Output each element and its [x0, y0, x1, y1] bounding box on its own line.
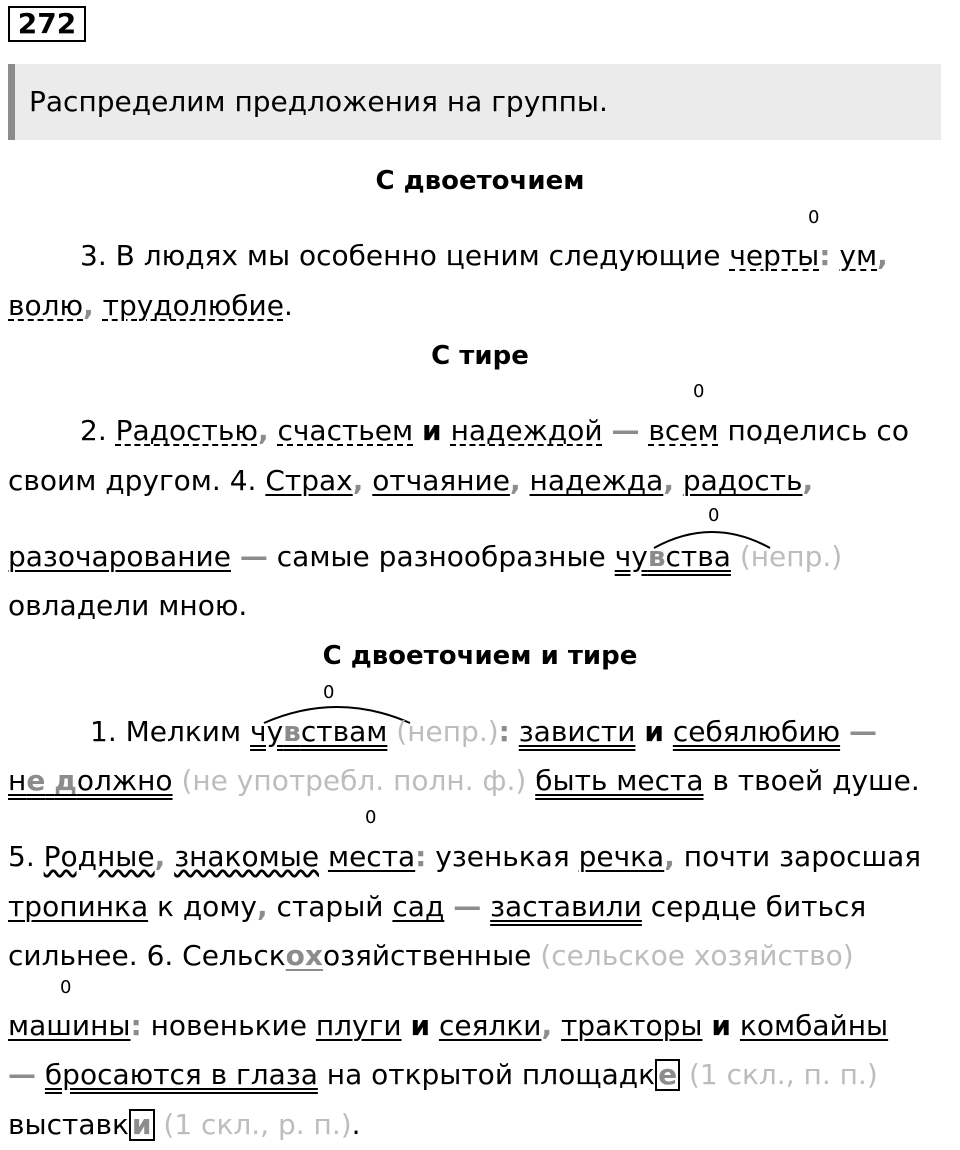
sentence-2-line-1: 2. Радостью, счастьем и надеждой — всем поделись со: [80, 414, 909, 447]
zero-ending-marker: 0: [708, 505, 720, 526]
heading-dash: С тире: [431, 341, 529, 371]
ending-box: е: [655, 1059, 680, 1091]
intro-banner: [8, 64, 941, 140]
sentence-5-line-1: 5. Родные, знакомые места: узенькая речка, почти заросшая: [8, 840, 922, 873]
sentence-6-line-1: сильнее. 6. Сельскохозяйственные (сельское хозяйство): [8, 939, 854, 972]
intro-text: Распределим предложения на группы.: [29, 85, 608, 118]
sentence-6-line-3: — бросаются в глаза на открытой площадк е (1 скл., п. п.): [8, 1058, 878, 1091]
zero-ending-marker: 0: [693, 381, 705, 402]
sentence-5-line-2: тропинка к дому, старый сад — заставили сердце биться: [8, 890, 867, 923]
sentence-1-line-1: 1. Мелким чувствам (непр.): зависти и себялюбию —: [90, 715, 877, 748]
task-number: 272: [8, 6, 86, 42]
sentence-6-line-2: машины: новенькие плуги и сеялки, тракторы и комбайны: [8, 1009, 889, 1042]
sentence-4-line-3: разочарование — самые разнообразные чувства (непр.): [8, 540, 843, 573]
sentence-2-line-2: своим другом. 4. Страх, отчаяние, надежда, радость,: [8, 464, 814, 497]
sentence-3-line-1: 3. В людях мы особенно ценим следующие черты: ум,: [80, 239, 888, 272]
heading-colon-dash: С двоеточием и тире: [322, 641, 638, 671]
sentence-1-line-2: не должно (не употребл. полн. ф.) быть места в твоей душе.: [8, 764, 920, 797]
sentence-3-line-2: волю, трудолюбие.: [8, 289, 293, 322]
zero-ending-marker: 0: [60, 977, 72, 998]
zero-ending-marker: 0: [808, 207, 820, 228]
sentence-6-line-4: выставк и (1 скл., р. п.).: [8, 1108, 361, 1141]
ending-box: и: [129, 1109, 155, 1141]
zero-ending-marker: 0: [323, 682, 335, 703]
heading-colon: С двоеточием: [375, 166, 585, 196]
zero-ending-marker: 0: [365, 807, 377, 828]
sentence-4-line-4: овладели мною.: [8, 589, 248, 622]
